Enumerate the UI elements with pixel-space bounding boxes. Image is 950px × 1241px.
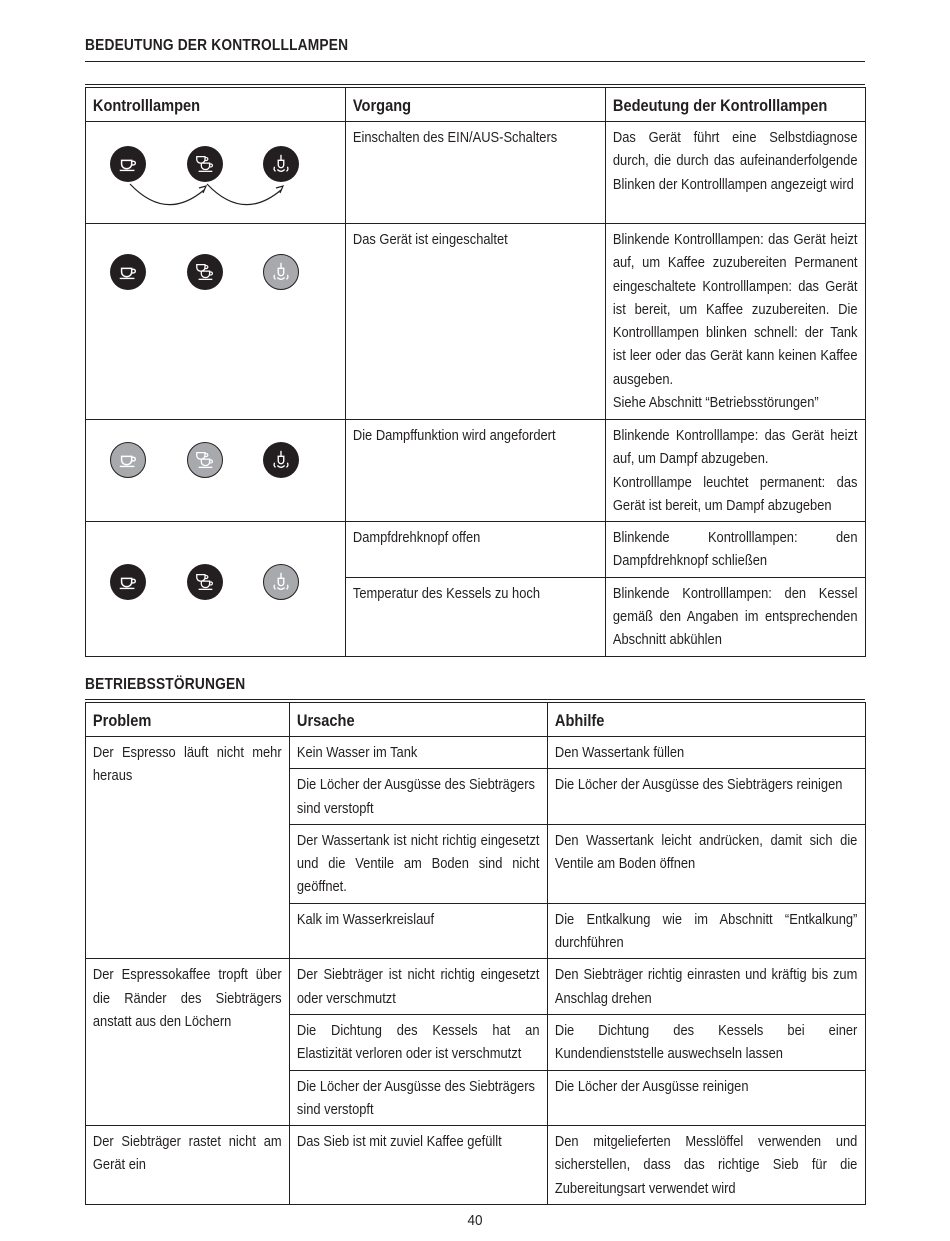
ursache-cell: Das Sieb ist mit zuviel Kaffee gefüllt [290,1126,548,1205]
vorgang-cell: Temperatur des Kessels zu hoch [346,577,606,656]
ursache-cell: Die Dichtung des Kessels hat an Elastizität verloren oder ist verschmutzt [290,1014,548,1070]
lamp-cell [86,522,346,656]
header-kontrolllampen: Kontrolllampen [86,88,346,122]
abhilfe-cell: Die Dichtung des Kessels bei einer Kundendienststelle auswechseln lassen [548,1014,866,1070]
vorgang-cell: Die Dampffunktion wird angefordert [346,420,606,522]
double-cup-icon [187,564,223,600]
betriebsstoerungen-table [85,702,866,1205]
table-row [86,737,866,769]
table-row [86,122,866,224]
problem-cell: Der Espressokaffee tropft über die Ränder des Siebträgers anstatt aus den Löchern [86,959,290,1126]
section-title-kontrolllampen: BEDEUTUNG DER KONTROLLLAMPEN [85,37,349,54]
abhilfe-cell: Den mitgelieferten Messlöffel verwenden und sicherstellen, dass das richtige Sieb für die Zubereitungsart verwendet wird [548,1126,866,1205]
steam-icon [263,442,299,478]
ursache-cell: Kalk im Wasserkreislauf [290,903,548,959]
steam-icon [263,254,299,290]
bedeutung-cell: Blinkende Kontrolllampen: das Gerät heizt auf, um Kaffee zuzubereiten Permanent eingeschaltete Kontrolllampen: das Gerät ist bereit, um Kaffee zuzubereiten. Die Kontrolllampen blinken schnell: der Tank ist leer oder das Gerät kann keinen Kaffee ausgeben. Siehe Abschnitt “Betriebsstörungen” [606,224,866,420]
header-problem: Problem [86,703,290,737]
single-cup-icon [110,254,146,290]
sequence-arrows-icon [86,122,346,223]
table-header-row [86,703,866,737]
header-abhilfe: Abhilfe [548,703,866,737]
single-cup-icon [110,564,146,600]
section-title-rule [85,61,865,62]
table-top-rule [85,84,865,85]
vorgang-cell: Das Gerät ist eingeschaltet [346,224,606,420]
header-vorgang: Vorgang [346,88,606,122]
kontrolllampen-table [85,87,866,657]
table-header-row [86,88,866,122]
lamp-cell [86,420,346,522]
lamp-cell [86,224,346,420]
bedeutung-cell: Blinkende Kontrolllampen: den Kessel gemäß den Angaben im entsprechenden Abschnitt abkühlen [606,577,866,656]
bedeutung-cell: Blinkende Kontrolllampen: den Dampfdrehknopf schließen [606,522,866,578]
single-cup-icon [110,442,146,478]
abhilfe-cell: Die Entkalkung wie im Abschnitt “Entkalkung” durchführen [548,903,866,959]
page-number: 40 [467,1212,483,1229]
header-bedeutung: Bedeutung der Kontrolllampen [606,88,866,122]
table-row [86,420,866,522]
vorgang-cell: Einschalten des EIN/AUS-Schalters [346,122,606,224]
ursache-cell: Die Löcher der Ausgüsse des Siebträgers sind verstopft [290,1070,548,1126]
double-cup-icon [187,442,223,478]
ursache-cell: Der Wassertank ist nicht richtig eingesetzt und die Ventile am Boden sind nicht geöffnet. [290,824,548,903]
vorgang-cell: Dampfdrehknopf offen [346,522,606,578]
abhilfe-cell: Die Löcher der Ausgüsse reinigen [548,1070,866,1126]
problem-cell: Der Espresso läuft nicht mehr heraus [86,737,290,959]
header-ursache: Ursache [290,703,548,737]
ursache-cell: Der Siebträger ist nicht richtig eingesetzt oder verschmutzt [290,959,548,1015]
ursache-cell: Die Löcher der Ausgüsse des Siebträgers sind verstopft [290,769,548,825]
abhilfe-cell: Den Wassertank leicht andrücken, damit sich die Ventile am Boden öffnen [548,824,866,903]
bedeutung-cell: Das Gerät führt eine Selbstdiagnose durch, die durch das aufeinanderfolgende Blinken der Kontrolllampen angezeigt wird [606,122,866,224]
lamp-cell [86,122,346,224]
table-row [86,224,866,420]
table-top-rule [85,699,865,700]
problem-cell: Der Siebträger rastet nicht am Gerät ein [86,1126,290,1205]
table-row [86,522,866,578]
section-title-betriebsstoerungen: BETRIEBSSTÖRUNGEN [85,676,246,693]
double-cup-icon [187,254,223,290]
abhilfe-cell: Den Wassertank füllen [548,737,866,769]
table-row [86,959,866,1015]
bedeutung-cell: Blinkende Kontrolllampe: das Gerät heizt auf, um Dampf abzugeben. Kontrolllampe leuchtet permanent: das Gerät ist bereit, um Dampf abzugeben [606,420,866,522]
table-row [86,1126,866,1205]
steam-icon [263,564,299,600]
abhilfe-cell: Die Löcher der Ausgüsse des Siebträgers reinigen [548,769,866,825]
abhilfe-cell: Den Siebträger richtig einrasten und kräftig bis zum Anschlag drehen [548,959,866,1015]
ursache-cell: Kein Wasser im Tank [290,737,548,769]
